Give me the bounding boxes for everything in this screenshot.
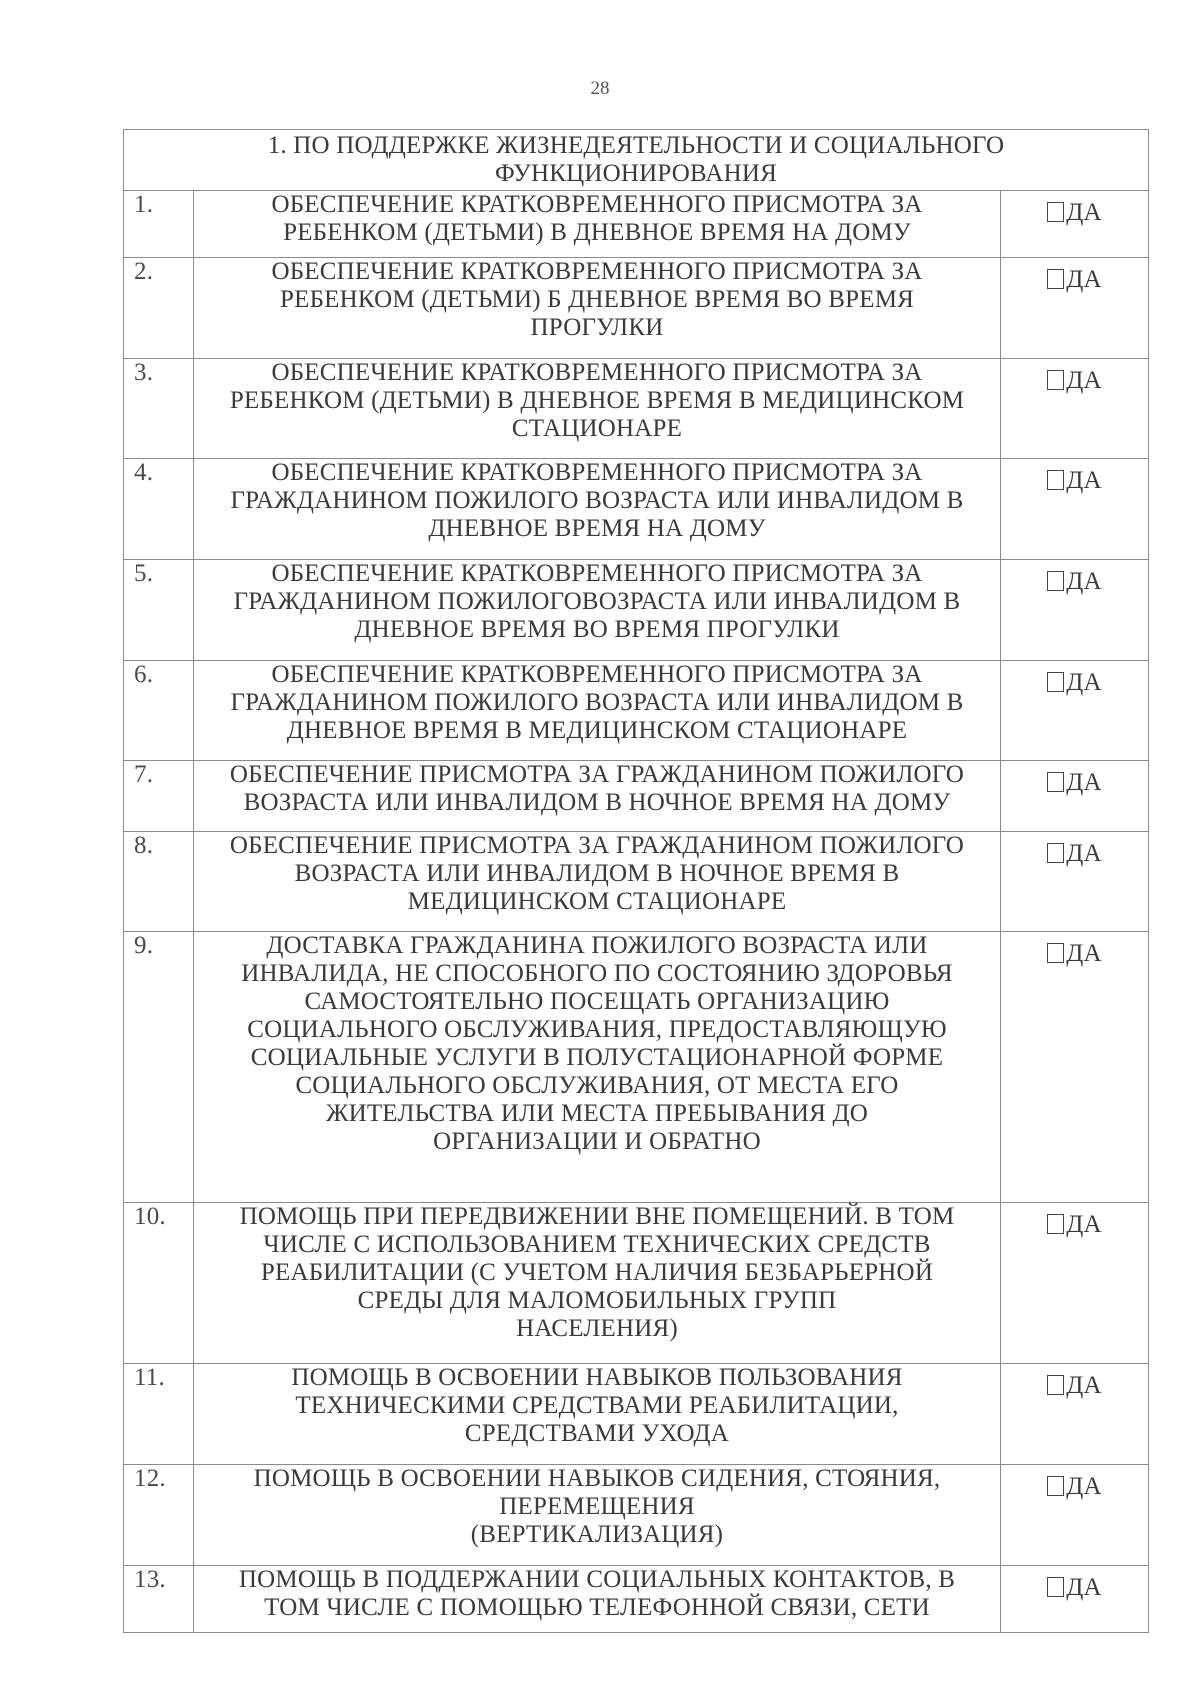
table-row — [124, 1566, 1149, 1633]
item-number: 2. — [124, 258, 194, 359]
table-row — [124, 258, 1149, 359]
item-line: ГРАЖДАНИНОМ ПОЖИЛОГО ВОЗРАСТА ИЛИ ИНВАЛИДОМ В — [230, 689, 964, 716]
checkbox-label: ДА — [1066, 1211, 1102, 1238]
item-line: МЕДИЦИНСКОМ СТАЦИОНАРЕ — [407, 888, 787, 915]
da-checkbox-option[interactable] — [1001, 661, 1149, 761]
item-line: ТЕХНИЧЕСКИМИ СРЕДСТВАМИ РЕАБИЛИТАЦИИ, — [295, 1392, 899, 1419]
checkbox-icon[interactable] — [1047, 843, 1064, 863]
checkbox-label: ДА — [1066, 568, 1102, 595]
item-line: СРЕДСТВАМИ УХОДА — [464, 1420, 730, 1447]
item-number: 3. — [124, 359, 194, 459]
item-line: ОБЕСПЕЧЕНИЕ КРАТКОВРЕМЕННОГО ПРИСМОТРА ЗА — [271, 191, 923, 218]
item-description — [194, 1364, 1001, 1465]
item-line: СОЦИАЛЬНЫЕ УСЛУГИ В ПОЛУСТАЦИОНАРНОЙ ФОРМЕ — [250, 1044, 944, 1071]
item-line: СРЕДЫ ДЛЯ МАЛОМОБИЛЬНЫХ ГРУПП — [357, 1287, 837, 1314]
checkbox-icon[interactable] — [1047, 470, 1064, 490]
table-row — [124, 560, 1149, 661]
item-line: ОБЕСПЕЧЕНИЕ КРАТКОВРЕМЕННОГО ПРИСМОТРА ЗА — [271, 359, 923, 386]
item-description — [194, 1566, 1001, 1633]
item-line: САМОСТОЯТЕЛЬНО ПОСЕЩАТЬ ОРГАНИЗАЦИЮ — [304, 988, 890, 1015]
da-checkbox-option[interactable] — [1001, 560, 1149, 661]
page-number: 28 — [590, 78, 610, 99]
section-title-line: ФУНКЦИОНИРОВАНИЯ — [495, 160, 777, 187]
da-checkbox-option[interactable] — [1001, 258, 1149, 359]
da-checkbox-option[interactable] — [1001, 191, 1149, 258]
item-number: 1. — [124, 191, 194, 258]
section-title — [124, 130, 1149, 191]
item-line: ПОМОЩЬ В ОСВОЕНИИ НАВЫКОВ СИДЕНИЯ, СТОЯНИЯ, — [253, 1465, 941, 1492]
item-number: 10. — [124, 1203, 194, 1364]
section-title-line: 1. ПО ПОДДЕРЖКЕ ЖИЗНЕДЕЯТЕЛЬНОСТИ И СОЦИАЛЬНОГО — [267, 132, 1005, 159]
item-description — [194, 560, 1001, 661]
item-number: 4. — [124, 459, 194, 560]
da-checkbox-option[interactable] — [1001, 459, 1149, 560]
item-line: ДНЕВНОЕ ВРЕМЯ ВО ВРЕМЯ ПРОГУЛКИ — [354, 616, 840, 643]
checkbox-label: ДА — [1066, 1372, 1102, 1399]
section-header-row — [124, 130, 1149, 191]
checkbox-label: ДА — [1066, 1574, 1102, 1601]
checkbox-icon[interactable] — [1047, 1214, 1064, 1234]
item-description — [194, 661, 1001, 761]
item-description — [194, 191, 1001, 258]
table-row — [124, 832, 1149, 932]
table-row — [124, 932, 1149, 1203]
checkbox-label: ДА — [1066, 266, 1102, 293]
da-checkbox-option[interactable] — [1001, 1203, 1149, 1364]
da-checkbox-option[interactable] — [1001, 761, 1149, 832]
item-description — [194, 459, 1001, 560]
item-line: РЕБЕНКОМ (ДЕТЬМИ) Б ДНЕВНОЕ ВРЕМЯ ВО ВРЕМЯ — [280, 286, 914, 313]
item-number: 12. — [124, 1465, 194, 1566]
item-line: ПОМОЩЬ ПРИ ПЕРЕДВИЖЕНИИ ВНЕ ПОМЕЩЕНИЙ. В ТОМ — [239, 1203, 955, 1230]
item-line: ОБЕСПЕЧЕНИЕ ПРИСМОТРА ЗА ГРАЖДАНИНОМ ПОЖИЛОГО — [229, 761, 965, 788]
checkbox-icon[interactable] — [1047, 1577, 1064, 1597]
item-line: СОЦИАЛЬНОГО ОБСЛУЖИВАНИЯ, ПРЕДОСТАВЛЯЮЩУЮ — [247, 1016, 947, 1043]
da-checkbox-option[interactable] — [1001, 1465, 1149, 1566]
item-number: 11. — [124, 1364, 194, 1465]
item-line: ГРАЖДАНИНОМ ПОЖИЛОГОВОЗРАСТА ИЛИ ИНВАЛИДОМ В — [233, 588, 961, 615]
checkbox-label: ДА — [1066, 769, 1102, 796]
checkbox-icon[interactable] — [1047, 202, 1064, 222]
item-line: ДОСТАВКА ГРАЖДАНИНА ПОЖИЛОГО ВОЗРАСТА ИЛИ — [266, 932, 928, 959]
item-line: НАСЕЛЕНИЯ) — [516, 1315, 678, 1342]
item-line: ОРГАНИЗАЦИИ И ОБРАТНО — [433, 1128, 761, 1155]
item-description — [194, 359, 1001, 459]
item-description — [194, 1203, 1001, 1364]
item-line: ЧИСЛЕ С ИСПОЛЬЗОВАНИЕМ ТЕХНИЧЕСКИХ СРЕДСТВ — [263, 1231, 931, 1258]
checkbox-icon[interactable] — [1047, 672, 1064, 692]
table-row — [124, 1203, 1149, 1364]
item-description — [194, 832, 1001, 932]
table-row — [124, 661, 1149, 761]
item-line: ОБЕСПЕЧЕНИЕ КРАТКОВРЕМЕННОГО ПРИСМОТРА ЗА — [271, 560, 923, 587]
checkbox-label: ДА — [1066, 669, 1102, 696]
item-line: ПРОГУЛКИ — [530, 314, 664, 341]
item-number: 6. — [124, 661, 194, 761]
item-line: ОБЕСПЕЧЕНИЕ КРАТКОВРЕМЕННОГО ПРИСМОТРА ЗА — [271, 258, 923, 285]
checkbox-label: ДА — [1066, 367, 1102, 394]
table-row — [124, 459, 1149, 560]
item-line: ИНВАЛИДА, НЕ СПОСОБНОГО ПО СОСТОЯНИЮ ЗДОРОВЬЯ — [241, 960, 953, 987]
item-line: ВОЗРАСТА ИЛИ ИНВАЛИДОМ В НОЧНОЕ ВРЕМЯ В — [294, 860, 900, 887]
item-number: 5. — [124, 560, 194, 661]
checkbox-icon[interactable] — [1047, 269, 1064, 289]
checkbox-icon[interactable] — [1047, 772, 1064, 792]
item-line: ЖИТЕЛЬСТВА ИЛИ МЕСТА ПРЕБЫВАНИЯ ДО — [325, 1100, 868, 1127]
checkbox-icon[interactable] — [1047, 1375, 1064, 1395]
checkbox-icon[interactable] — [1047, 1476, 1064, 1496]
table-row — [124, 1364, 1149, 1465]
item-line: ОБЕСПЕЧЕНИЕ КРАТКОВРЕМЕННОГО ПРИСМОТРА ЗА — [271, 459, 923, 486]
item-number: 13. — [124, 1566, 194, 1633]
checkbox-icon[interactable] — [1047, 571, 1064, 591]
checkbox-icon[interactable] — [1047, 370, 1064, 390]
item-line: РЕБЕНКОМ (ДЕТЬМИ) В ДНЕВНОЕ ВРЕМЯ В МЕДИЦИНСКОМ — [229, 387, 965, 414]
item-line: СОЦИАЛЬНОГО ОБСЛУЖИВАНИЯ, ОТ МЕСТА ЕГО — [295, 1072, 899, 1099]
item-description — [194, 258, 1001, 359]
item-description — [194, 761, 1001, 832]
table-row — [124, 359, 1149, 459]
table-row — [124, 1465, 1149, 1566]
item-line: ГРАЖДАНИНОМ ПОЖИЛОГО ВОЗРАСТА ИЛИ ИНВАЛИДОМ В — [230, 487, 964, 514]
item-line: ОБЕСПЕЧЕНИЕ ПРИСМОТРА ЗА ГРАЖДАНИНОМ ПОЖИЛОГО — [229, 832, 965, 859]
item-line: ДНЕВНОЕ ВРЕМЯ НА ДОМУ — [428, 515, 766, 542]
da-checkbox-option[interactable] — [1001, 1364, 1149, 1465]
item-line: ПОМОЩЬ В ПОДДЕРЖАНИИ СОЦИАЛЬНЫХ КОНТАКТОВ, В — [238, 1566, 956, 1593]
item-number: 9. — [124, 932, 194, 1203]
item-line: ДНЕВНОЕ ВРЕМЯ В МЕДИЦИНСКОМ СТАЦИОНАРЕ — [286, 717, 908, 744]
item-line: ПОМОЩЬ В ОСВОЕНИИ НАВЫКОВ ПОЛЬЗОВАНИЯ — [291, 1364, 903, 1391]
checkbox-label: ДА — [1066, 840, 1102, 867]
checkbox-icon[interactable] — [1047, 943, 1064, 963]
item-number: 8. — [124, 832, 194, 932]
item-line: СТАЦИОНАРЕ — [511, 415, 683, 442]
da-checkbox-option[interactable] — [1001, 932, 1149, 1203]
checkbox-label: ДА — [1066, 467, 1102, 494]
da-checkbox-option[interactable] — [1001, 1566, 1149, 1633]
item-line: РЕАБИЛИТАЦИИ (С УЧЕТОМ НАЛИЧИЯ БЕЗБАРЬЕРНОЙ — [260, 1259, 934, 1286]
item-description — [194, 932, 1001, 1203]
checkbox-label: ДА — [1066, 199, 1102, 226]
item-line: РЕБЕНКОМ (ДЕТЬМИ) В ДНЕВНОЕ ВРЕМЯ НА ДОМУ — [283, 219, 911, 246]
table-row — [124, 191, 1149, 258]
item-line: ТОМ ЧИСЛЕ С ПОМОЩЬЮ ТЕЛЕФОННОЙ СВЯЗИ, СЕТИ — [264, 1594, 930, 1621]
table-row — [124, 761, 1149, 832]
item-line: ВОЗРАСТА ИЛИ ИНВАЛИДОМ В НОЧНОЕ ВРЕМЯ НА ДОМУ — [243, 789, 951, 816]
item-number: 7. — [124, 761, 194, 832]
da-checkbox-option[interactable] — [1001, 359, 1149, 459]
item-line: (ВЕРТИКАЛИЗАЦИЯ) — [470, 1521, 724, 1548]
checkbox-label: ДА — [1066, 1473, 1102, 1500]
item-line: ОБЕСПЕЧЕНИЕ КРАТКОВРЕМЕННОГО ПРИСМОТРА ЗА — [271, 661, 923, 688]
checkbox-label: ДА — [1066, 940, 1102, 967]
item-line: ПЕРЕМЕЩЕНИЯ — [499, 1493, 695, 1520]
item-description — [194, 1465, 1001, 1566]
da-checkbox-option[interactable] — [1001, 832, 1149, 932]
services-table — [123, 129, 1149, 1633]
